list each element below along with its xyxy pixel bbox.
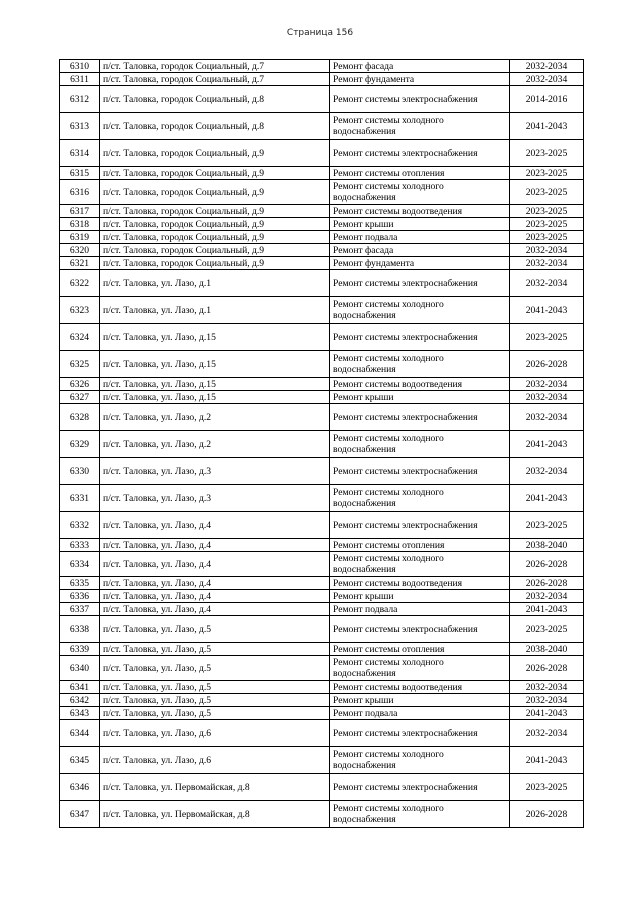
row-number-cell: 6322 (60, 270, 100, 297)
period-cell: 2026-2028 (510, 801, 584, 828)
table-row (60, 747, 584, 774)
row-number-cell: 6311 (60, 73, 100, 86)
period-cell: 2026-2028 (510, 552, 584, 577)
row-number-cell: 6340 (60, 656, 100, 681)
period-cell: 2032-2034 (510, 681, 584, 694)
period-cell: 2023-2025 (510, 205, 584, 218)
row-number-cell: 6344 (60, 720, 100, 747)
repair-schedule-table (59, 59, 584, 828)
period-cell: 2023-2025 (510, 140, 584, 167)
address-cell: п/ст. Таловка, городок Социальный, д.8 (100, 113, 330, 140)
period-cell: 2032-2034 (510, 244, 584, 257)
row-number-cell: 6319 (60, 231, 100, 244)
work-type-cell: Ремонт крыши (330, 391, 510, 404)
row-number-cell: 6346 (60, 774, 100, 801)
table-row (60, 431, 584, 458)
row-number-cell: 6327 (60, 391, 100, 404)
address-cell: п/ст. Таловка, ул. Лазо, д.4 (100, 590, 330, 603)
table-row (60, 458, 584, 485)
work-type-cell: Ремонт системы электроснабжения (330, 720, 510, 747)
row-number-cell: 6342 (60, 694, 100, 707)
work-type-cell: Ремонт фасада (330, 60, 510, 73)
table-row (60, 774, 584, 801)
address-cell: п/ст. Таловка, ул. Лазо, д.1 (100, 270, 330, 297)
address-cell: п/ст. Таловка, ул. Лазо, д.5 (100, 694, 330, 707)
period-cell: 2014-2016 (510, 86, 584, 113)
work-type-cell: Ремонт системы холодного водоснабжения (330, 485, 510, 512)
period-cell: 2041-2043 (510, 747, 584, 774)
address-cell: п/ст. Таловка, ул. Лазо, д.3 (100, 485, 330, 512)
address-cell: п/ст. Таловка, ул. Лазо, д.4 (100, 603, 330, 616)
row-number-cell: 6339 (60, 643, 100, 656)
row-number-cell: 6315 (60, 167, 100, 180)
period-cell: 2038-2040 (510, 643, 584, 656)
table-row (60, 113, 584, 140)
work-type-cell: Ремонт системы электроснабжения (330, 512, 510, 539)
period-cell: 2032-2034 (510, 257, 584, 270)
period-cell: 2032-2034 (510, 73, 584, 86)
table-row (60, 378, 584, 391)
period-cell: 2038-2040 (510, 539, 584, 552)
table-row (60, 616, 584, 643)
table-row (60, 60, 584, 73)
table-row (60, 681, 584, 694)
work-type-cell: Ремонт системы электроснабжения (330, 616, 510, 643)
work-type-cell: Ремонт системы холодного водоснабжения (330, 747, 510, 774)
work-type-cell: Ремонт системы холодного водоснабжения (330, 113, 510, 140)
work-type-cell: Ремонт системы холодного водоснабжения (330, 656, 510, 681)
table-row (60, 801, 584, 828)
table-row (60, 391, 584, 404)
work-type-cell: Ремонт системы водоотведения (330, 681, 510, 694)
work-type-cell: Ремонт системы холодного водоснабжения (330, 552, 510, 577)
row-number-cell: 6330 (60, 458, 100, 485)
address-cell: п/ст. Таловка, ул. Лазо, д.5 (100, 681, 330, 694)
work-type-cell: Ремонт подвала (330, 231, 510, 244)
row-number-cell: 6347 (60, 801, 100, 828)
period-cell: 2023-2025 (510, 231, 584, 244)
table-row (60, 231, 584, 244)
table-row (60, 404, 584, 431)
work-type-cell: Ремонт подвала (330, 707, 510, 720)
table-row (60, 707, 584, 720)
period-cell: 2026-2028 (510, 656, 584, 681)
table-row (60, 577, 584, 590)
row-number-cell: 6318 (60, 218, 100, 231)
period-cell: 2023-2025 (510, 180, 584, 205)
period-cell: 2032-2034 (510, 378, 584, 391)
work-type-cell: Ремонт системы электроснабжения (330, 86, 510, 113)
work-type-cell: Ремонт крыши (330, 218, 510, 231)
period-cell: 2032-2034 (510, 694, 584, 707)
address-cell: п/ст. Таловка, ул. Лазо, д.4 (100, 512, 330, 539)
work-type-cell: Ремонт системы холодного водоснабжения (330, 180, 510, 205)
row-number-cell: 6310 (60, 60, 100, 73)
work-type-cell: Ремонт фундамента (330, 257, 510, 270)
work-type-cell: Ремонт системы электроснабжения (330, 404, 510, 431)
table-row (60, 244, 584, 257)
period-cell: 2026-2028 (510, 351, 584, 378)
row-number-cell: 6316 (60, 180, 100, 205)
work-type-cell: Ремонт крыши (330, 694, 510, 707)
table-row (60, 656, 584, 681)
address-cell: п/ст. Таловка, городок Социальный, д.9 (100, 167, 330, 180)
address-cell: п/ст. Таловка, ул. Первомайская, д.8 (100, 774, 330, 801)
table-row (60, 257, 584, 270)
address-cell: п/ст. Таловка, ул. Лазо, д.5 (100, 616, 330, 643)
period-cell: 2023-2025 (510, 167, 584, 180)
address-cell: п/ст. Таловка, ул. Лазо, д.5 (100, 656, 330, 681)
row-number-cell: 6341 (60, 681, 100, 694)
row-number-cell: 6321 (60, 257, 100, 270)
row-number-cell: 6314 (60, 140, 100, 167)
address-cell: п/ст. Таловка, городок Социальный, д.9 (100, 140, 330, 167)
row-number-cell: 6326 (60, 378, 100, 391)
row-number-cell: 6334 (60, 552, 100, 577)
work-type-cell: Ремонт системы отопления (330, 539, 510, 552)
address-cell: п/ст. Таловка, ул. Лазо, д.6 (100, 720, 330, 747)
work-type-cell: Ремонт системы холодного водоснабжения (330, 801, 510, 828)
work-type-cell: Ремонт системы отопления (330, 167, 510, 180)
work-type-cell: Ремонт системы холодного водоснабжения (330, 431, 510, 458)
work-type-cell: Ремонт фундамента (330, 73, 510, 86)
work-type-cell: Ремонт подвала (330, 603, 510, 616)
table-row (60, 167, 584, 180)
period-cell: 2023-2025 (510, 512, 584, 539)
period-cell: 2041-2043 (510, 485, 584, 512)
work-type-cell: Ремонт системы электроснабжения (330, 140, 510, 167)
row-number-cell: 6323 (60, 297, 100, 324)
address-cell: п/ст. Таловка, городок Социальный, д.9 (100, 218, 330, 231)
table-row (60, 351, 584, 378)
address-cell: п/ст. Таловка, ул. Первомайская, д.8 (100, 801, 330, 828)
table-row (60, 86, 584, 113)
address-cell: п/ст. Таловка, ул. Лазо, д.15 (100, 391, 330, 404)
address-cell: п/ст. Таловка, ул. Лазо, д.6 (100, 747, 330, 774)
address-cell: п/ст. Таловка, ул. Лазо, д.5 (100, 707, 330, 720)
period-cell: 2023-2025 (510, 218, 584, 231)
address-cell: п/ст. Таловка, ул. Лазо, д.2 (100, 431, 330, 458)
table-row (60, 73, 584, 86)
period-cell: 2032-2034 (510, 391, 584, 404)
work-type-cell: Ремонт системы электроснабжения (330, 774, 510, 801)
period-cell: 2041-2043 (510, 707, 584, 720)
period-cell: 2023-2025 (510, 616, 584, 643)
row-number-cell: 6320 (60, 244, 100, 257)
table-row (60, 512, 584, 539)
table-row (60, 485, 584, 512)
table-row (60, 324, 584, 351)
table-row (60, 180, 584, 205)
period-cell: 2032-2034 (510, 720, 584, 747)
period-cell: 2041-2043 (510, 603, 584, 616)
address-cell: п/ст. Таловка, ул. Лазо, д.4 (100, 577, 330, 590)
work-type-cell: Ремонт фасада (330, 244, 510, 257)
row-number-cell: 6329 (60, 431, 100, 458)
period-cell: 2026-2028 (510, 577, 584, 590)
work-type-cell: Ремонт системы водоотведения (330, 577, 510, 590)
address-cell: п/ст. Таловка, ул. Лазо, д.1 (100, 297, 330, 324)
address-cell: п/ст. Таловка, городок Социальный, д.8 (100, 86, 330, 113)
period-cell: 2041-2043 (510, 431, 584, 458)
row-number-cell: 6333 (60, 539, 100, 552)
address-cell: п/ст. Таловка, городок Социальный, д.9 (100, 257, 330, 270)
table-body (60, 60, 584, 828)
work-type-cell: Ремонт системы водоотведения (330, 378, 510, 391)
address-cell: п/ст. Таловка, городок Социальный, д.7 (100, 60, 330, 73)
table-row (60, 140, 584, 167)
table-row (60, 643, 584, 656)
address-cell: п/ст. Таловка, городок Социальный, д.9 (100, 244, 330, 257)
work-type-cell: Ремонт системы электроснабжения (330, 458, 510, 485)
period-cell: 2032-2034 (510, 270, 584, 297)
row-number-cell: 6343 (60, 707, 100, 720)
period-cell: 2032-2034 (510, 404, 584, 431)
row-number-cell: 6337 (60, 603, 100, 616)
row-number-cell: 6336 (60, 590, 100, 603)
address-cell: п/ст. Таловка, городок Социальный, д.9 (100, 180, 330, 205)
address-cell: п/ст. Таловка, ул. Лазо, д.4 (100, 552, 330, 577)
row-number-cell: 6325 (60, 351, 100, 378)
address-cell: п/ст. Таловка, городок Социальный, д.9 (100, 231, 330, 244)
table-row (60, 297, 584, 324)
work-type-cell: Ремонт системы электроснабжения (330, 324, 510, 351)
period-cell: 2023-2025 (510, 774, 584, 801)
table-row (60, 552, 584, 577)
row-number-cell: 6317 (60, 205, 100, 218)
table-row (60, 270, 584, 297)
page-header: Страница 156 (286, 28, 354, 38)
row-number-cell: 6345 (60, 747, 100, 774)
row-number-cell: 6328 (60, 404, 100, 431)
address-cell: п/ст. Таловка, ул. Лазо, д.15 (100, 324, 330, 351)
work-type-cell: Ремонт системы электроснабжения (330, 270, 510, 297)
period-cell: 2032-2034 (510, 60, 584, 73)
table-row (60, 205, 584, 218)
row-number-cell: 6332 (60, 512, 100, 539)
row-number-cell: 6313 (60, 113, 100, 140)
address-cell: п/ст. Таловка, ул. Лазо, д.15 (100, 351, 330, 378)
table-row (60, 590, 584, 603)
row-number-cell: 6312 (60, 86, 100, 113)
row-number-cell: 6324 (60, 324, 100, 351)
table-row (60, 720, 584, 747)
address-cell: п/ст. Таловка, ул. Лазо, д.15 (100, 378, 330, 391)
address-cell: п/ст. Таловка, городок Социальный, д.9 (100, 205, 330, 218)
address-cell: п/ст. Таловка, ул. Лазо, д.4 (100, 539, 330, 552)
work-type-cell: Ремонт системы холодного водоснабжения (330, 351, 510, 378)
period-cell: 2032-2034 (510, 590, 584, 603)
work-type-cell: Ремонт системы отопления (330, 643, 510, 656)
work-type-cell: Ремонт системы холодного водоснабжения (330, 297, 510, 324)
address-cell: п/ст. Таловка, ул. Лазо, д.5 (100, 643, 330, 656)
table-row (60, 539, 584, 552)
period-cell: 2041-2043 (510, 113, 584, 140)
work-type-cell: Ремонт крыши (330, 590, 510, 603)
table-row (60, 603, 584, 616)
period-cell: 2032-2034 (510, 458, 584, 485)
row-number-cell: 6335 (60, 577, 100, 590)
period-cell: 2023-2025 (510, 324, 584, 351)
address-cell: п/ст. Таловка, городок Социальный, д.7 (100, 73, 330, 86)
row-number-cell: 6338 (60, 616, 100, 643)
address-cell: п/ст. Таловка, ул. Лазо, д.2 (100, 404, 330, 431)
table-row (60, 694, 584, 707)
work-type-cell: Ремонт системы водоотведения (330, 205, 510, 218)
address-cell: п/ст. Таловка, ул. Лазо, д.3 (100, 458, 330, 485)
row-number-cell: 6331 (60, 485, 100, 512)
period-cell: 2041-2043 (510, 297, 584, 324)
table-row (60, 218, 584, 231)
